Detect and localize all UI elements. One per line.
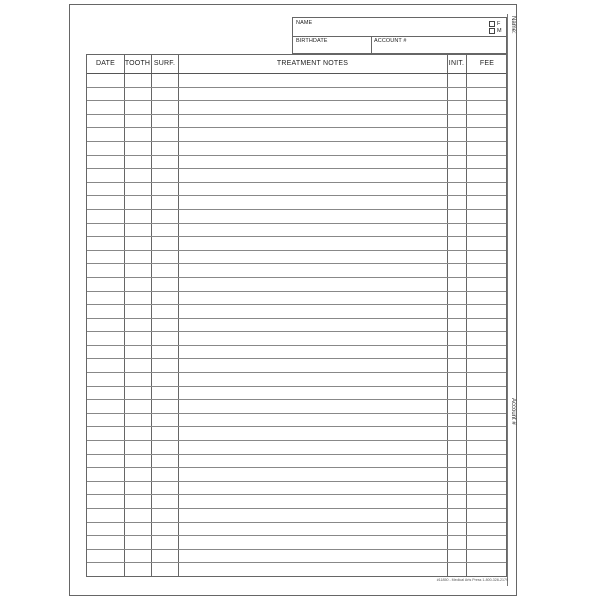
table-row-rule [87,413,506,414]
col-header-init: INIT. [448,60,465,67]
col-divider [124,55,125,576]
table-row-rule [87,494,506,495]
table-row-rule [87,209,506,210]
table-row-rule [87,467,506,468]
table-row-rule [87,263,506,264]
table-row-rule [87,141,506,142]
table-row-rule [87,426,506,427]
birthdate-account-row [293,36,506,53]
col-header-date: DATE [96,60,115,67]
header-divider [371,36,372,53]
patient-header-box [292,17,507,54]
tab-name-label: Name: [510,16,516,34]
table-row-rule [87,182,506,183]
table-row-rule [87,508,506,509]
table-row-rule [87,386,506,387]
col-divider [447,55,448,576]
col-divider [466,55,467,576]
col-header-treatment-notes: TREATMENT NOTES [276,60,349,67]
header-rule [87,73,506,74]
table-row-rule [87,522,506,523]
col-header-surf: SURF. [153,60,176,67]
gender-m-checkbox[interactable] [489,28,495,34]
table-row-rule [87,250,506,251]
account-label: ACCOUNT # [374,38,407,44]
table-row-rule [87,114,506,115]
name-label: NAME [296,20,313,26]
table-row-rule [87,127,506,128]
table-row-rule [87,331,506,332]
table-row-rule [87,372,506,373]
table-row-rule [87,87,506,88]
table-row-rule [87,358,506,359]
table-row-rule [87,168,506,169]
col-divider [151,55,152,576]
table-row-rule [87,399,506,400]
col-divider [178,55,179,576]
tab-account-label: Account # [510,398,516,425]
table-row-rule [87,454,506,455]
table-row-rule [87,304,506,305]
table-row-rule [87,481,506,482]
table-row-rule [87,549,506,550]
table-row-rule [87,155,506,156]
filing-tab-strip [507,14,518,586]
gender-f-checkbox[interactable] [489,21,495,27]
name-row [293,18,506,37]
table-row-rule [87,535,506,536]
col-header-tooth: TOOTH [124,60,151,67]
gender-f-label: F [497,21,501,27]
table-row-rule [87,100,506,101]
col-header-fee: FEE [479,60,495,67]
birthdate-label: BIRTHDATE [296,38,328,44]
table-row-rule [87,440,506,441]
table-row-rule [87,318,506,319]
table-row-rule [87,277,506,278]
table-row-rule [87,291,506,292]
table-row-rule [87,562,506,563]
table-row-rule [87,236,506,237]
table-row-rule [87,195,506,196]
treatment-table [86,54,507,577]
printer-footer: #11850 - Medical Arts Press 1-800-328-2179 [436,578,508,582]
gender-m-label: M [497,28,502,34]
table-row-rule [87,345,506,346]
table-row-rule [87,223,506,224]
